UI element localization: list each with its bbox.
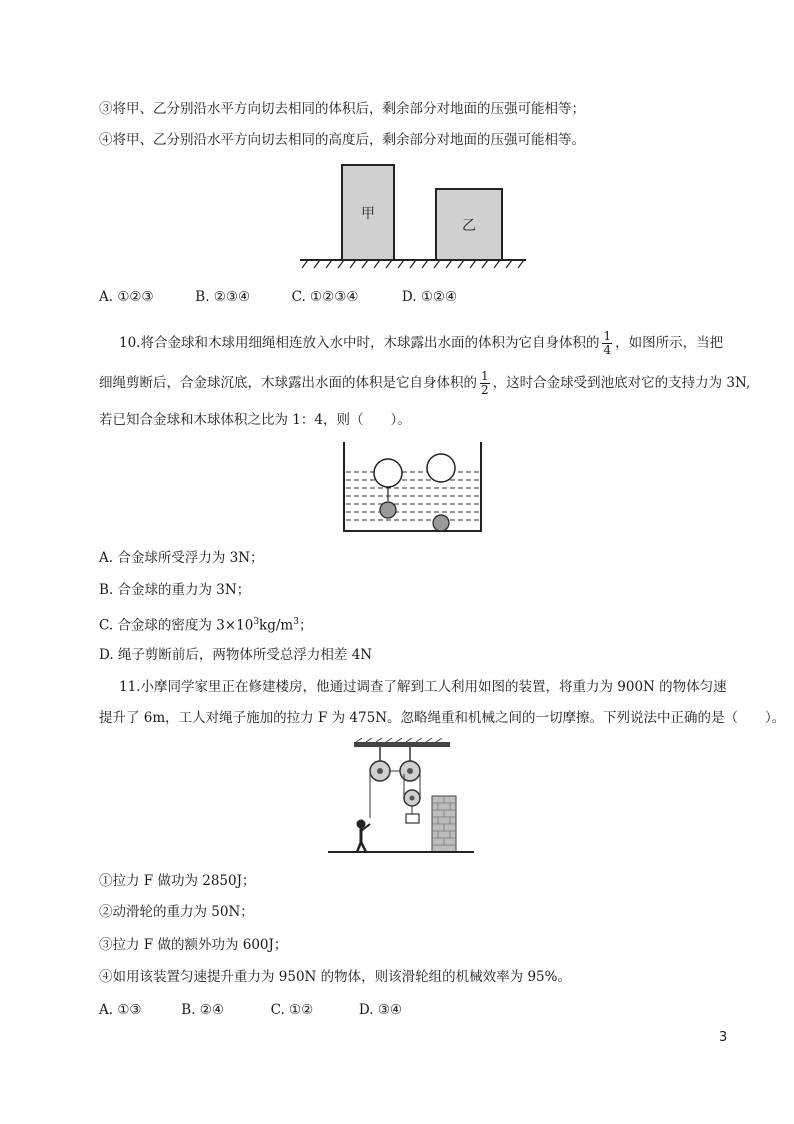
alloy-ball-hanging [380,502,396,518]
q10-option-a[interactable]: A. 合金球所受浮力为 3N； [99,550,264,566]
q9-option-c[interactable]: C. ①②③④ [291,289,359,305]
q9-statement-4: ④将甲、乙分别沿水平方向切去相同的高度后，剩余部分对地面的压强可能相等。 [99,132,585,148]
page-number: 3 [719,1030,728,1045]
q11-option-b[interactable]: B. ②④ [181,1002,225,1018]
q10-line-2 [99,370,750,397]
q11-option-c[interactable]: C. ①② [270,1002,314,1018]
q11-statement-4: ④如用该装置匀速提升重力为 950N 的物体，则该滑轮组的机械效率为 95%。 [99,969,571,985]
wood-ball-tied [374,459,402,487]
q10-option-c[interactable] [99,612,312,636]
ceiling-hatching [356,738,442,742]
block-jia-label: 甲 [361,206,375,222]
q10-option-d[interactable]: D. 绳子剪断前后，两物体所受总浮力相差 4N [99,647,373,663]
q10-line-3: 若已知合金球和木球体积之比为 1：4，则（ ）。 [99,412,411,428]
q10-line-1-text-b: ，如图所示，当把 [615,335,724,351]
q9-statement-3: ③将甲、乙分别沿水平方向切去相同的体积后，剩余部分对地面的压强可能相等； [99,101,585,117]
q9-option-b[interactable]: B. ②③④ [195,289,251,305]
q9-option-d[interactable]: D. ①②④ [401,289,458,305]
q9-options [99,287,457,307]
q10-line-2-text-a: 细绳剪断后，合金球沉底，木球露出水面的体积是它自身体积的 [99,375,477,391]
fraction-one-half [480,370,490,397]
q10-line-1 [119,330,723,357]
q11-statement-1: ①拉力 F 做功为 2850J； [99,873,256,889]
exponent: 3 [293,617,299,627]
q11-figure-pulley-system [326,738,476,858]
ground-hatching [302,260,524,268]
water-surface-dashes [346,472,479,520]
q9-figure-blocks [298,160,528,270]
tank-walls [344,442,481,531]
fraction-numerator: 1 [603,329,612,343]
q9-option-a[interactable]: A. ①②③ [99,289,154,305]
q11-option-d[interactable]: D. ③④ [358,1002,403,1018]
unit: kg/m [259,617,294,634]
q11-statement-3: ③拉力 F 做的额外功为 600J； [99,937,288,953]
q10-figure-water-tank [340,440,485,535]
q11-line-2: 提升了 6m，工人对绳子施加的拉力 F 为 475N。忽略绳重和机械之间的一切摩擦。下列说法中正确的是（ ）。 [99,710,786,726]
q11-options [99,1000,402,1020]
load-box [406,814,419,823]
semicolon: ； [298,617,313,634]
fraction-one-quarter [602,330,612,357]
worker-figure [357,820,370,852]
exponent: 3 [253,617,260,627]
q10-line-2-text-b: ，这时合金球受到池底对它的支持力为 3N, [492,375,751,391]
q11-line-1: 11.小摩同学家里正在修建楼房，他通过调查了解到工人利用如图的装置，将重力为 900N 的物体匀速 [119,679,727,695]
q11-statement-2: ②动滑轮的重力为 50N； [99,904,254,920]
fraction-numerator: 1 [481,369,489,383]
wood-ball-free [427,454,455,482]
alloy-ball-bottom [433,515,449,531]
block-yi-label: 乙 [462,218,476,234]
fraction-denominator: 2 [481,383,489,397]
q10-option-c-text: C. 合金球的密度为 3×10 [99,617,254,634]
q10-option-b[interactable]: B. 合金球的重力为 3N； [99,582,251,598]
ceiling-beam [354,742,450,747]
fraction-denominator: 4 [603,343,612,357]
q10-line-1-text-a: 10.将合金球和木球用细绳相连放入水中时，木球露出水面的体积为它自身体积的 [119,335,600,351]
q11-option-a[interactable]: A. ①③ [99,1002,142,1018]
